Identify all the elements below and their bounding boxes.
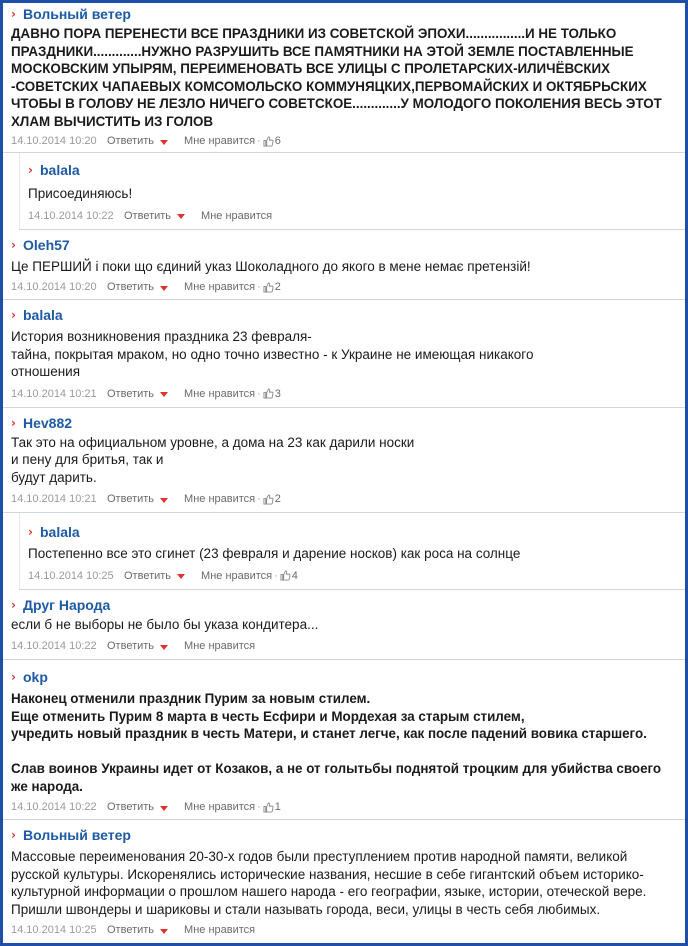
like-button[interactable]: Мне нравится [184,924,256,936]
thumbs-up-icon[interactable] [280,570,291,581]
comment-meta [3,275,685,299]
comment-author[interactable]: Вольный ветер [23,6,131,22]
caret-down-icon[interactable] [160,286,168,291]
like-count: 2 [274,281,281,293]
comment-header [20,159,685,181]
like-button[interactable]: Мне нравится [201,569,273,582]
thumbs-up-icon[interactable] [263,802,274,813]
chevron-right-icon: › [11,415,16,430]
comment-meta [20,563,685,589]
comment-item [3,408,685,514]
comment-date: 14.10.2014 10:25 [28,569,114,582]
comment-author[interactable]: okp [23,669,48,685]
caret-down-icon[interactable] [177,574,185,579]
comment-item [3,820,685,942]
comment-text: если б не выборы не было бы указа кондитера... [11,616,319,632]
thumbs-up-icon[interactable] [263,282,274,293]
chevron-right-icon: › [28,525,33,539]
caret-down-icon[interactable] [160,806,168,811]
like-count: 3 [274,387,281,400]
comment-meta [20,203,685,229]
comment-date: 14.10.2014 10:21 [11,387,97,400]
comment-header [3,594,685,616]
chevron-right-icon: › [11,670,16,684]
comment-header [3,666,685,688]
chevron-right-icon: › [28,163,33,177]
caret-down-icon[interactable] [160,929,168,934]
comment-text: История возникновения праздника 23 февраля- тайна, покрытая мраком, но одно точно известно - к Украине не имеющая никакого отношения [11,329,534,379]
comment-meta [3,130,685,152]
comment-text: Массовые переименования 20-30-х годов были преступлением против народной памяти, великой русской культуры. Искоренялись исторические названия, несшие в себе гигантский объем историко-культурной информации о прошлом нашего народа - его географии, языке, истории, отеческой вере. Пришли швондеры и шариковы и стали называть города, веси, улицы в честь себя любимых. [11,849,647,917]
comment-author[interactable]: Oleh57 [23,236,70,253]
comment-meta [3,795,685,819]
comment-text: Присоединяюсь! [28,186,133,201]
like-button[interactable]: Мне нравится [184,640,256,652]
comment-date: 14.10.2014 10:22 [11,801,97,813]
comment-date: 14.10.2014 10:20 [11,281,97,293]
like-button[interactable]: Мне нравится [184,801,256,813]
comment-item [3,590,685,661]
separator-dot: · [257,493,261,505]
chevron-right-icon: › [11,237,16,252]
comment-text: Так это на официальном уровне, а дома на 23 как дарили носки и пену для бритья, так и будут дарить. [11,434,415,485]
comment-date: 14.10.2014 10:25 [11,924,97,936]
caret-down-icon[interactable] [160,645,168,650]
like-button[interactable]: Мне нравится [184,135,256,147]
comment-item [19,513,685,590]
comment-item [3,3,685,153]
like-count: 6 [274,135,281,147]
comment-date: 14.10.2014 10:22 [28,209,114,222]
comment-author[interactable]: balala [40,524,80,540]
separator-dot: · [257,801,261,813]
chevron-right-icon: › [11,308,16,322]
comment-date: 14.10.2014 10:22 [11,640,97,652]
comment-text: Наконец отменили праздник Пурим за новым стилем. Еще отменить Пурим 8 марта в честь Есфири и Мордехая за старым стилем, учредить новый праздник в честь Матери, и станет легче, как после падений вовика старшего. Слав воинов Украины идет от Козаков, а не от голытьбы поднятой троцким для убийства своего же народа. [11,691,662,794]
comment-author[interactable]: Hev882 [23,414,73,431]
comment-author[interactable]: Друг Народа [23,596,111,613]
caret-down-icon[interactable] [177,214,185,219]
reply-button[interactable]: Ответить [107,801,155,813]
comment-author[interactable]: balala [23,307,63,323]
comment-meta [3,381,685,407]
chevron-right-icon: › [11,7,16,21]
comment-text: ДАВНО ПОРА ПЕРЕНЕСТИ ВСЕ ПРАЗДНИКИ ИЗ СОВЕТСКОЙ ЭПОХИ................И НЕ ТОЛЬКО ПРАЗДНИКИ.............НУЖНО РАЗРУШИТЬ ВСЕ ПАМЯТНИКИ НА ЭТОЙ ЗЕМЛЕ ПОСТАВЛЕННЫЕ МОСКОВСКИМ УПЫРЯМ, ПЕРЕИМЕНОВАТЬ ВСЕ УЛИЦЫ С ПРОЛЕТАРСКИХ-ИЛИЧЁВСКИХ -СОВЕТСКИХ ЧАПАЕВЫХ КОМСОМОЛЬСКО КОММУНЯЦКИХ,ПЕРВОМАЙСКИХ И ОКТЯБРЬСКИХ ЧТОБЫ В ГОЛОВУ НЕ ЛЕЗЛО НИЧЕГО СОВЕТСКОЕ.............У МОЛОДОГО ПОКОЛЕНИЯ ВЕСЬ ЭТОТ ХЛАМ ВЫЧИСТИТЬ ИЗ ГОЛОВ [11,26,662,129]
like-count: 2 [274,493,281,505]
comment-author[interactable]: balala [40,162,80,178]
caret-down-icon[interactable] [160,392,168,397]
comment-item [19,153,685,230]
separator-dot: · [257,387,261,400]
separator-dot: · [274,569,278,582]
like-button[interactable]: Мне нравится [184,281,256,293]
reply-button[interactable]: Ответить [107,281,155,293]
reply-button[interactable]: Ответить [107,387,155,400]
reply-button[interactable]: Ответить [107,924,155,936]
comment-header [3,412,685,434]
comment-meta [3,633,685,659]
caret-down-icon[interactable] [160,140,168,145]
comment-text: Це ПЕРШИЙ і поки що єдиний указ Шоколадного до якого в мене немає претензій! [11,258,531,274]
chevron-right-icon: › [11,597,16,612]
comment-date: 14.10.2014 10:21 [11,493,97,505]
reply-button[interactable]: Ответить [124,209,172,222]
thumbs-up-icon[interactable] [263,136,274,147]
reply-button[interactable]: Ответить [107,135,155,147]
comment-item [3,660,685,820]
separator-dot: · [257,135,261,147]
comment-meta [3,918,685,942]
like-button[interactable]: Мне нравится [201,209,273,222]
chevron-right-icon: › [11,828,16,842]
comment-item [3,230,685,301]
like-button[interactable]: Мне нравится [184,493,256,505]
like-button[interactable]: Мне нравится [184,387,256,400]
comment-meta [3,486,685,512]
comment-header [3,234,685,256]
comment-author[interactable]: Вольный ветер [23,827,131,843]
like-count: 1 [274,801,281,813]
separator-dot: · [257,281,261,293]
comment-text: Постепенно все это сгинет (23 февраля и дарение носков) как роса на солнце [28,546,521,561]
comment-header [20,521,685,543]
thumbs-up-icon[interactable] [263,494,274,505]
like-count: 4 [291,569,298,582]
reply-button[interactable]: Ответить [107,493,155,505]
comment-date: 14.10.2014 10:20 [11,135,97,147]
comment-header [3,3,685,25]
reply-button[interactable]: Ответить [124,569,172,582]
caret-down-icon[interactable] [160,498,168,503]
reply-button[interactable]: Ответить [107,640,155,652]
comment-header [3,304,685,326]
comment-item [3,300,685,408]
comment-header [3,824,685,846]
thumbs-up-icon[interactable] [263,388,274,399]
